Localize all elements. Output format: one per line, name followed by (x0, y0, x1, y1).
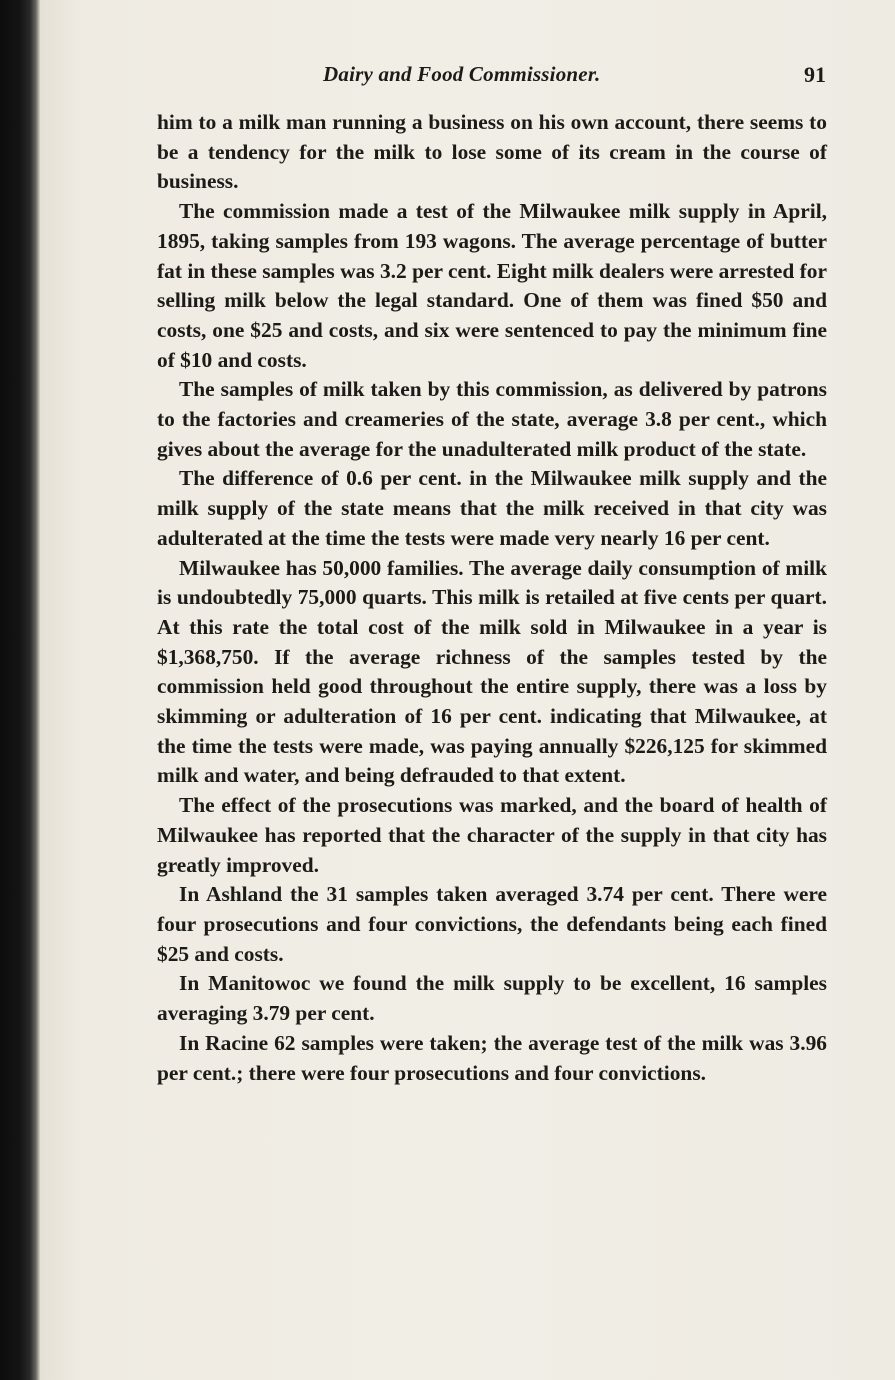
book-spine-shadow (0, 0, 40, 1380)
paragraph-difference: The difference of 0.6 per cent. in the Milwaukee milk supply and the milk supply of the state means that the milk received in that city was adulterated at the time the tests were made very nearly 16 per cent. (157, 466, 827, 550)
paragraph-continuation: him to a milk man running a business on his own account, there seems to be a tendency for the milk to lose some of its cream in the course of business. (157, 110, 827, 194)
paragraph-milwaukee-cost: Milwaukee has 50,000 families. The average daily consumption of milk is undoubtedly 75,000 quarts. This milk is retailed at five cents per quart. At this rate the total cost of the milk sold in Milwaukee in a year is $1,368,750. If the average richness of the samples tested by the commission held good throughout the entire supply, there was a loss by skimming or adulteration of 16 per cent. indicating that Milwaukee, at the time the tests were made, was paying annually $226,125 for skimmed milk and water, and being defrauded to that extent. (157, 555, 827, 788)
page-number: 91 (804, 62, 826, 87)
paragraph-ashland: In Ashland the 31 samples taken averaged 3.74 per cent. There were four prosecutions and four convictions, the defendants being each fined $25 and costs. (157, 882, 827, 966)
page-header (40, 62, 895, 92)
paragraph-milwaukee-test: The commission made a test of the Milwaukee milk supply in April, 1895, taking samples from 193 wagons. The average percentage of butter fat in these samples was 3.2 per cent. Eight milk dealers were arrested for selling milk below the legal standard. One of them was fined $50 and costs, one $25 and costs, and six were sentenced to pay the minimum fine of $10 and costs. (157, 199, 827, 372)
paragraph-racine: In Racine 62 samples were taken; the average test of the milk was 3.96 per cent.; there were four prosecutions and four convictions. (157, 1030, 827, 1085)
paragraph-prosecution-effect: The effect of the prosecutions was marked, and the board of health of Milwaukee has reported that the character of the supply in that city has greatly improved. (157, 793, 827, 877)
paragraph-manitowoc: In Manitowoc we found the milk supply to be excellent, 16 samples averaging 3.79 per cent. (157, 971, 827, 1026)
paragraph-state-average: The samples of milk taken by this commission, as delivered by patrons to the factories and creameries of the state, average 3.8 per cent., which gives about the average for the unadulterated milk product of the state. (157, 377, 827, 461)
running-head: Dairy and Food Commissioner. (323, 62, 601, 86)
page-body (157, 108, 827, 1088)
book-page (40, 0, 895, 1380)
